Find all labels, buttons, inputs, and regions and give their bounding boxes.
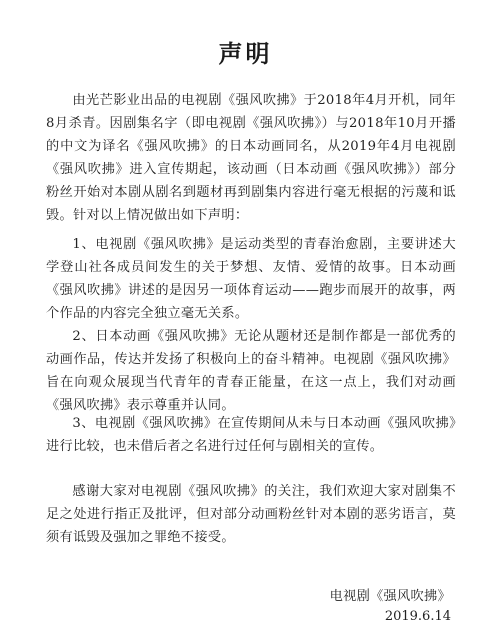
statement-item-3: 3、电视剧《强风吹拂》在宣传期间从未与日本动画《强风吹拂》进行比较，也未借后者之名进行过任何与剧相关的宣传。 xyxy=(46,416,456,454)
statement-item-1: 1、电视剧《强风吹拂》是运动类型的青春治愈剧，主要讲述大学登山社各成员间发生的关于梦想、友情、爱情的故事。日本动画《强风吹拂》讲述的是因另一项体育运动——跑步而展开的故事，两个作品的内容完全独立毫无关系。 xyxy=(46,237,456,321)
signature: 电视剧《强风吹拂》 xyxy=(329,589,451,604)
intro-paragraph: 由光芒影业出品的电视剧《强风吹拂》于2018年4月开机，同年8月杀青。因剧集名字（即电视剧《强风吹拂》）与2018年10月开播的中文为译名《强风吹拂》的日本动画同名，从2019年4月电视剧《强风吹拂》进入宣传期起，该动画（日本动画《强风吹拂》）部分粉丝开始对本剧从剧名到题材再到剧集内容进行毫无根据的污蔑和诋毁。针对以上情况做出如下声明： xyxy=(46,93,456,223)
statement-item-2: 2、日本动画《强风吹拂》无论从题材还是制作都是一部优秀的动画作品，传达并发扬了积极向上的奋斗精神。电视剧《强风吹拂》旨在向观众展现当代青年的青春正能量，在这一点上，我们对动画《强风吹拂》表示尊重并认同。 xyxy=(46,329,456,413)
statement-date: 2019.6.14 xyxy=(384,609,451,624)
thanks-paragraph: 感谢大家对电视剧《强风吹拂》的关注，我们欢迎大家对剧集不足之处进行指正及批评，但对部分动画粉丝针对本剧的恶劣语言，莫须有诋毁及强加之罪绝不接受。 xyxy=(46,484,456,545)
document-title: 声明 xyxy=(218,40,273,68)
